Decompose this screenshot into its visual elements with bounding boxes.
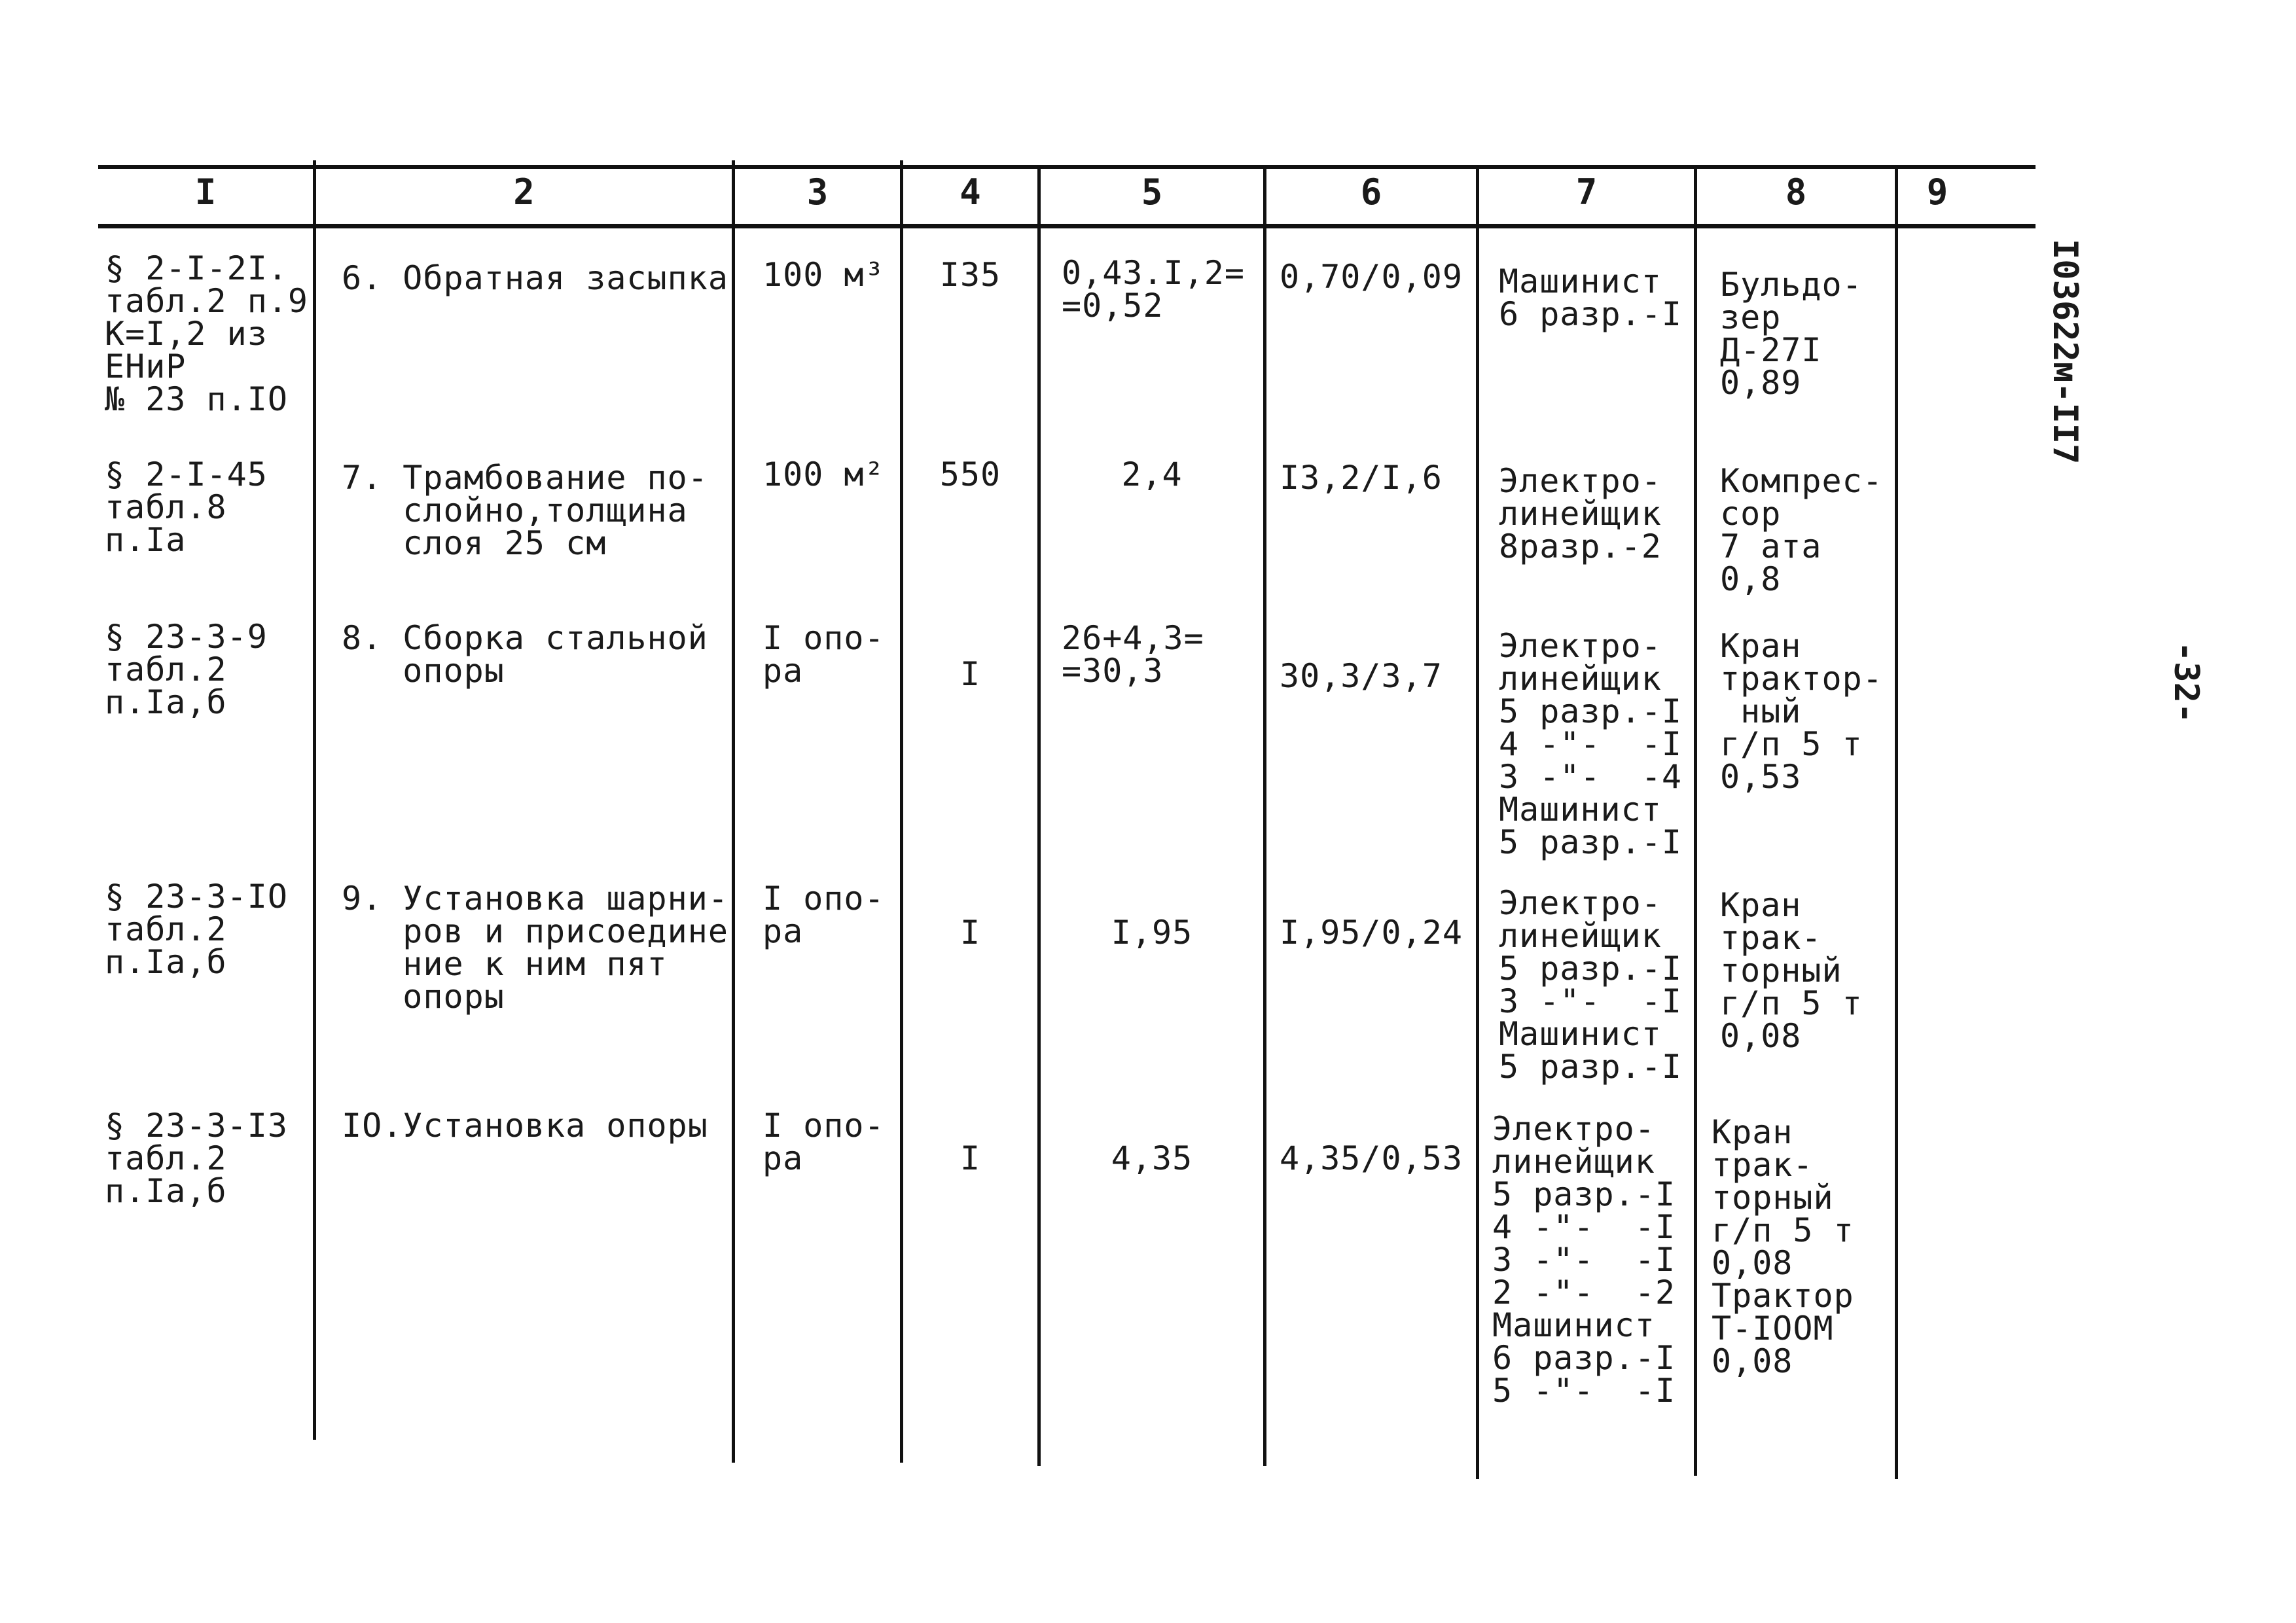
row-2-workers: Электро- линейщик 8разр.-2 — [1499, 462, 1662, 565]
row-3-quantity: I — [960, 655, 981, 693]
row-3-norm: 26+4,3= =30,3 — [1062, 619, 1204, 690]
row-1-total: 0,70/0,09 — [1280, 258, 1463, 296]
column-divider — [900, 160, 903, 1463]
column-divider — [313, 160, 316, 1440]
row-4-reference: § 23-3-IO табл.2 п.Iа,б — [105, 878, 288, 981]
row-4-quantity: I — [960, 914, 981, 952]
row-5-quantity: I — [960, 1139, 981, 1177]
row-5-work: IO.Установка опоры — [342, 1107, 708, 1145]
row-2-quantity: 550 — [939, 455, 1001, 493]
table-top-rule — [98, 165, 2036, 169]
row-3-workers: Электро- линейщик 5 разр.-I 4 -"- -I 3 -"- -4 Машинист 5 разр.-I — [1499, 627, 1682, 861]
row-4-total: I,95/0,24 — [1280, 914, 1463, 952]
row-1-norm: 0,43.I,2= =0,52 — [1062, 254, 1245, 325]
column-divider — [1895, 167, 1898, 1479]
row-3-reference: § 23-3-9 табл.2 п.Iа,б — [105, 618, 268, 721]
header-col-9: 9 — [1926, 171, 1948, 213]
row-4-work: 9. Установка шарни- ров и присоедине ние к ним пят опоры — [342, 880, 728, 1016]
column-divider — [1694, 167, 1697, 1476]
row-1-machines: Бульдо- зер Д-27I 0,89 — [1720, 266, 1863, 402]
header-col-4: 4 — [960, 171, 981, 213]
row-2-unit: 100 м² — [762, 455, 885, 493]
row-5-reference: § 23-3-I3 табл.2 п.Iа,б — [105, 1107, 288, 1210]
header-col-3: 3 — [806, 171, 829, 213]
document-code: I03622м-II7 — [2045, 239, 2085, 465]
row-3-total: 30,3/3,7 — [1280, 657, 1443, 695]
header-col-7: 7 — [1575, 171, 1598, 213]
row-5-total: 4,35/0,53 — [1280, 1139, 1463, 1177]
row-5-norm: 4,35 — [1111, 1139, 1193, 1177]
row-3-work: 8. Сборка стальной опоры — [342, 619, 708, 690]
row-3-machines: Кран трактор- ный г/п 5 т 0,53 — [1720, 627, 1883, 796]
row-2-machines: Компрес- сор 7 ата 0,8 — [1720, 462, 1883, 598]
column-divider — [1476, 167, 1479, 1479]
row-5-unit: I опо- ра — [762, 1107, 885, 1177]
column-divider — [1037, 167, 1041, 1466]
header-col-5: 5 — [1141, 171, 1163, 213]
header-col-6: 6 — [1360, 171, 1382, 213]
row-4-machines: Кран трак- торный г/п 5 т 0,08 — [1720, 886, 1863, 1055]
header-bottom-rule — [98, 224, 2036, 228]
row-5-machines: Кран трак- торный г/п 5 т 0,08 Трактор Т-IOOМ 0,08 — [1712, 1113, 1854, 1380]
header-col-8: 8 — [1785, 171, 1807, 213]
page-number: -32- — [2166, 641, 2206, 724]
row-2-reference: § 2-I-45 табл.8 п.Iа — [105, 455, 268, 559]
row-1-reference: § 2-I-2I. табл.2 п.9 К=I,2 из ЕНиР № 23 п.IO — [105, 249, 309, 418]
header-col-2: 2 — [513, 171, 535, 213]
row-1-quantity: I35 — [939, 256, 1001, 294]
row-1-workers: Машинист 6 разр.-I — [1499, 262, 1682, 333]
row-4-unit: I опо- ра — [762, 880, 885, 950]
row-2-norm: 2,4 — [1121, 455, 1183, 493]
column-divider — [732, 160, 735, 1463]
row-1-work: 6. Обратная засыпка — [342, 259, 728, 297]
header-col-1: I — [194, 171, 217, 213]
row-3-unit: I опо- ра — [762, 619, 885, 690]
column-divider — [1263, 167, 1266, 1466]
row-5-workers: Электро- линейщик 5 разр.-I 4 -"- -I 3 -"- -I 2 -"- -2 Машинист 6 разр.-I 5 -"- -I — [1492, 1110, 1676, 1410]
row-4-norm: I,95 — [1111, 914, 1193, 952]
row-4-workers: Электро- линейщик 5 разр.-I 3 -"- -I Машинист 5 разр.-I — [1499, 884, 1682, 1086]
row-2-work: 7. Трамбование по- слойно,толщина слоя 25 см — [342, 459, 708, 562]
row-2-total: I3,2/I,6 — [1280, 459, 1443, 497]
row-1-unit: 100 м³ — [762, 256, 885, 294]
